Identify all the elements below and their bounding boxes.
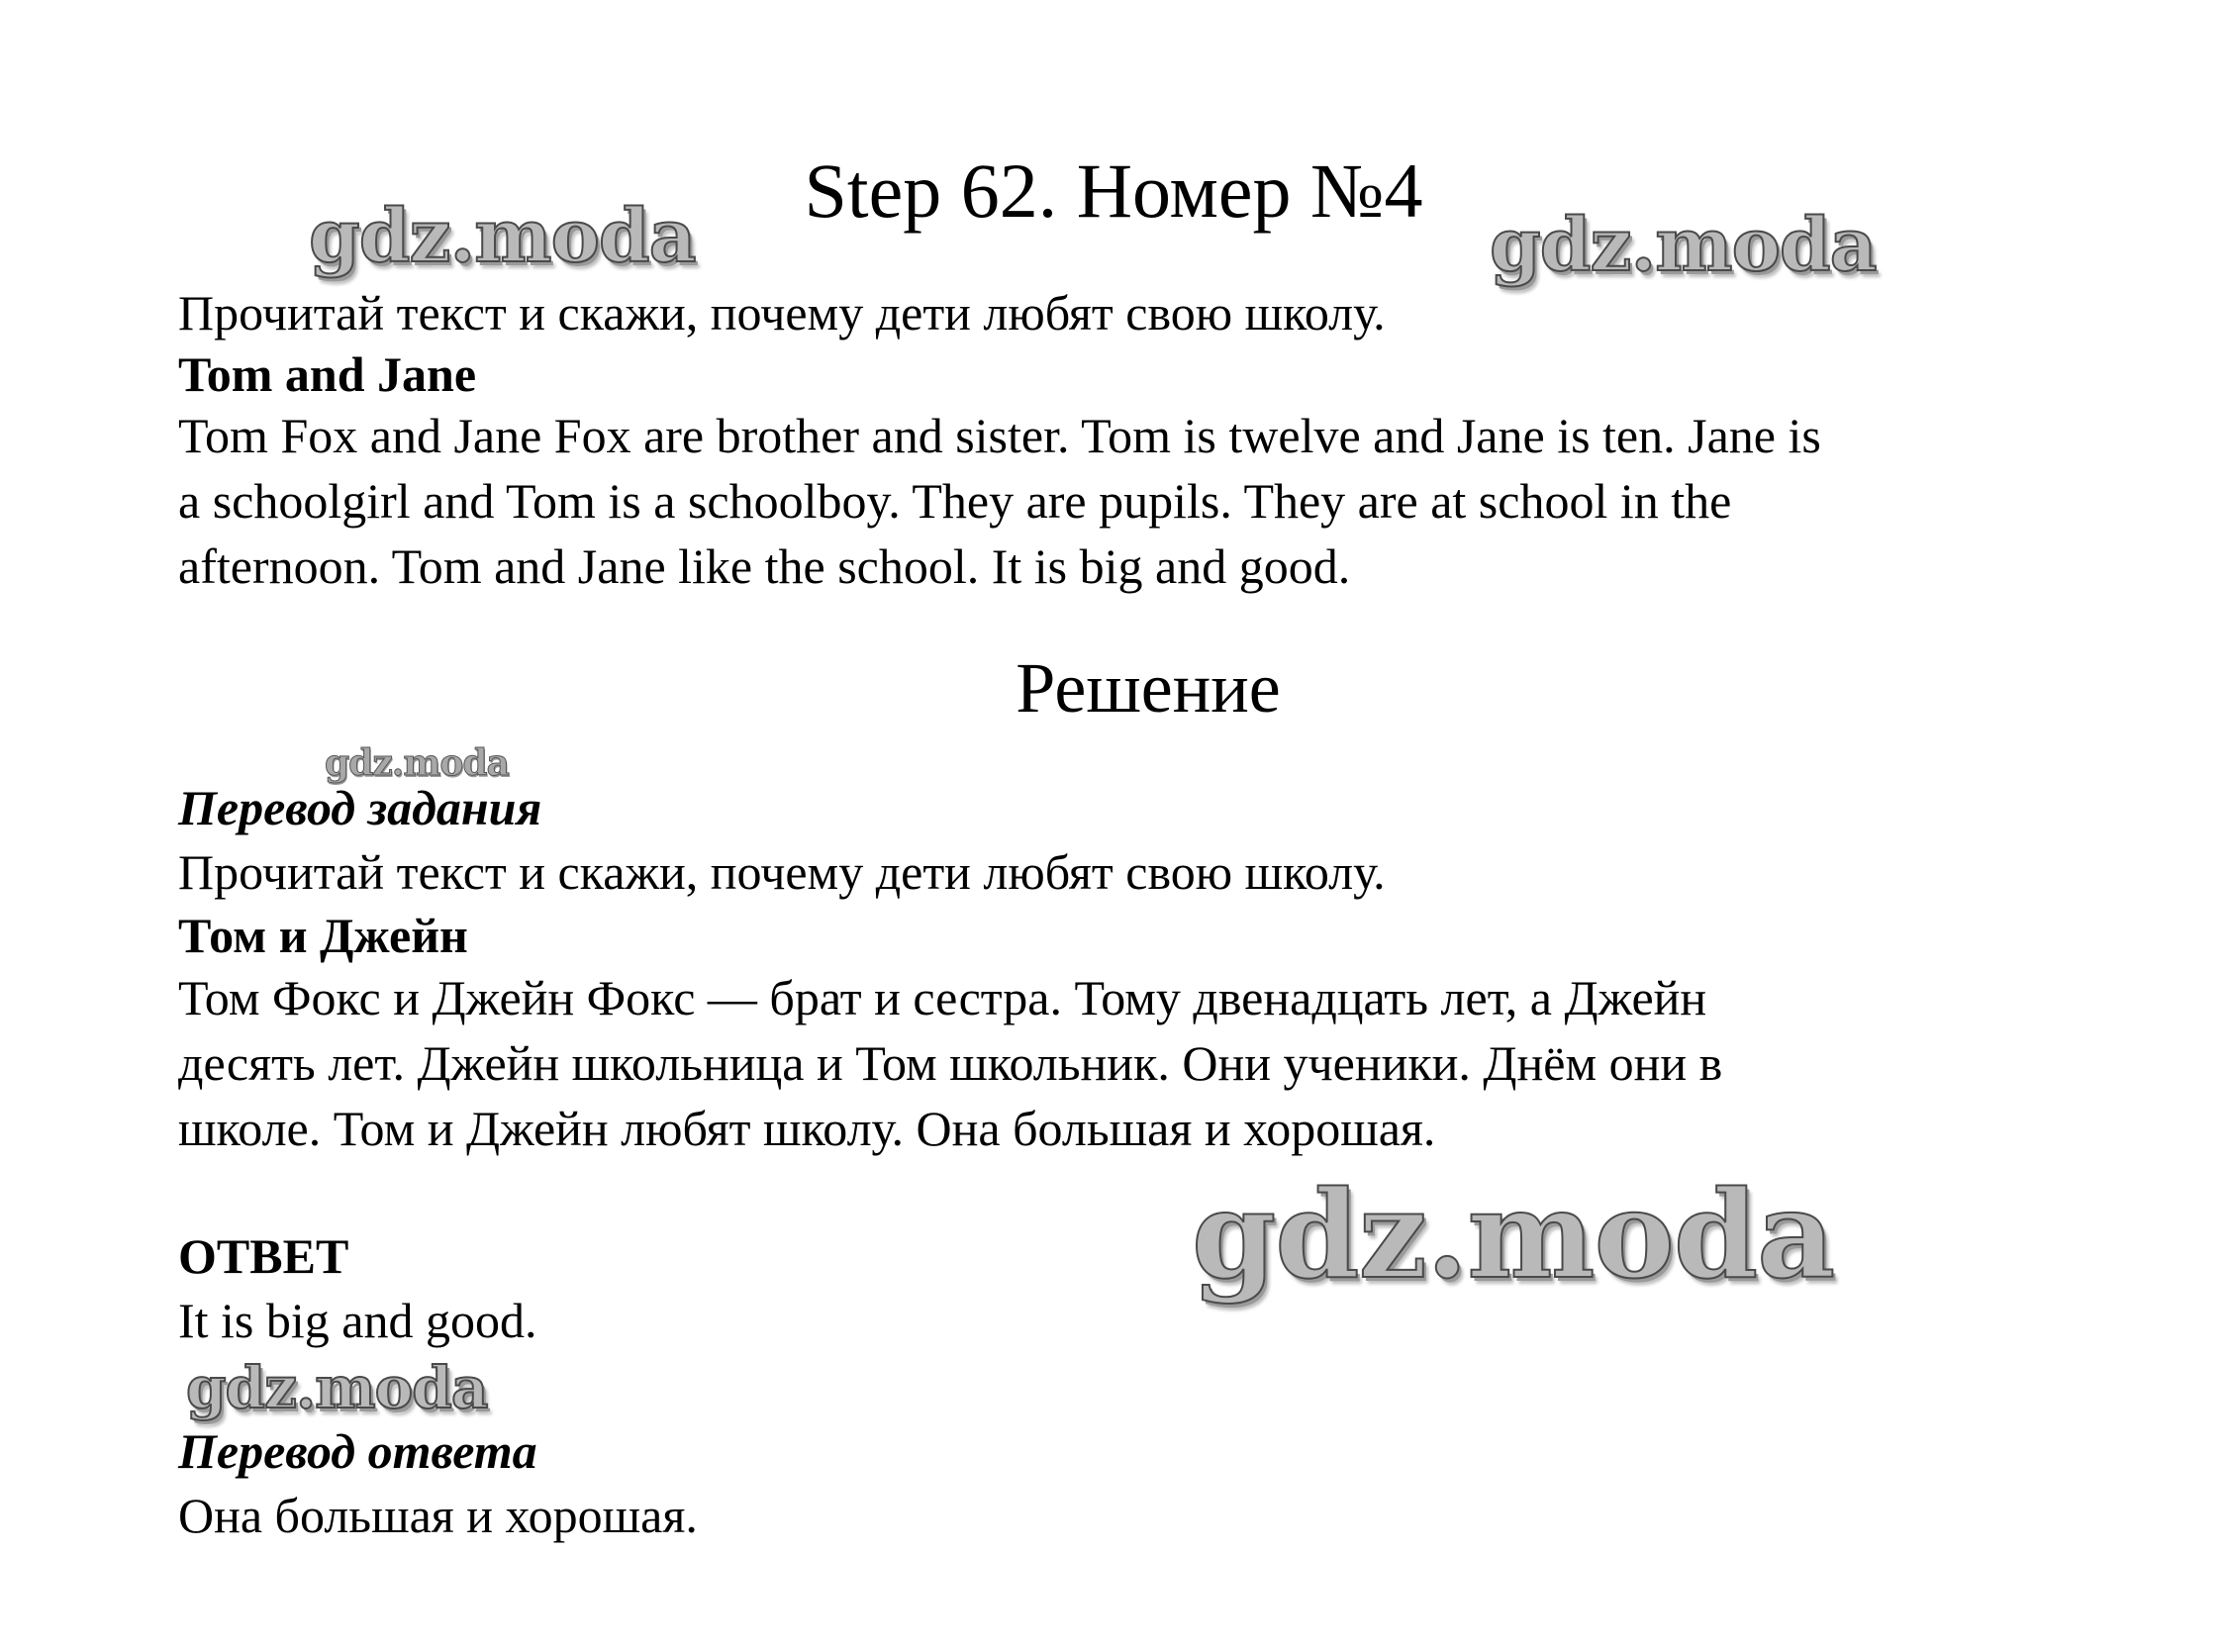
task-instruction: Прочитай текст и скажи, почему дети любят свою школу. xyxy=(178,285,1386,340)
task-text-line: afternoon. Tom and Jane like the school. It is big and good. xyxy=(178,538,1351,594)
answer-translation-text: Она большая и хорошая. xyxy=(178,1488,698,1543)
translation-label: Перевод задания xyxy=(178,780,542,835)
translation-text-line: школе. Том и Джейн любят школу. Она большая и хорошая. xyxy=(178,1101,1436,1156)
answer-label: ОТВЕТ xyxy=(178,1228,349,1284)
task-text-line: Tom Fox and Jane Fox are brother and sister. Tom is twelve and Jane is ten. Jane is xyxy=(178,408,1821,463)
answer-text: It is big and good. xyxy=(178,1293,537,1348)
task-heading: Tom and Jane xyxy=(178,346,477,402)
solution-heading: Решение xyxy=(1016,648,1281,728)
translation-text-line: Том Фокс и Джейн Фокс — брат и сестра. Тому двенадцать лет, а Джейн xyxy=(178,970,1707,1025)
watermark: gdz.moda xyxy=(309,194,696,279)
watermark: gdz.moda xyxy=(1192,1163,1835,1306)
watermark: gdz.moda xyxy=(1490,203,1877,288)
translation-instruction: Прочитай текст и скажи, почему дети любят свою школу. xyxy=(178,844,1386,900)
watermark: gdz.moda xyxy=(186,1354,488,1421)
translation-text-line: десять лет. Джейн школьница и Том школьник. Они ученики. Днём они в xyxy=(178,1035,1723,1091)
task-text-line: a schoolgirl and Tom is a schoolboy. They are pupils. They are at school in the xyxy=(178,473,1732,529)
page-title: Step 62. Номер №4 xyxy=(804,147,1423,234)
translation-heading: Том и Джейн xyxy=(178,908,468,963)
answer-translation-label: Перевод ответа xyxy=(178,1423,537,1479)
watermark: gdz.moda xyxy=(325,742,509,784)
